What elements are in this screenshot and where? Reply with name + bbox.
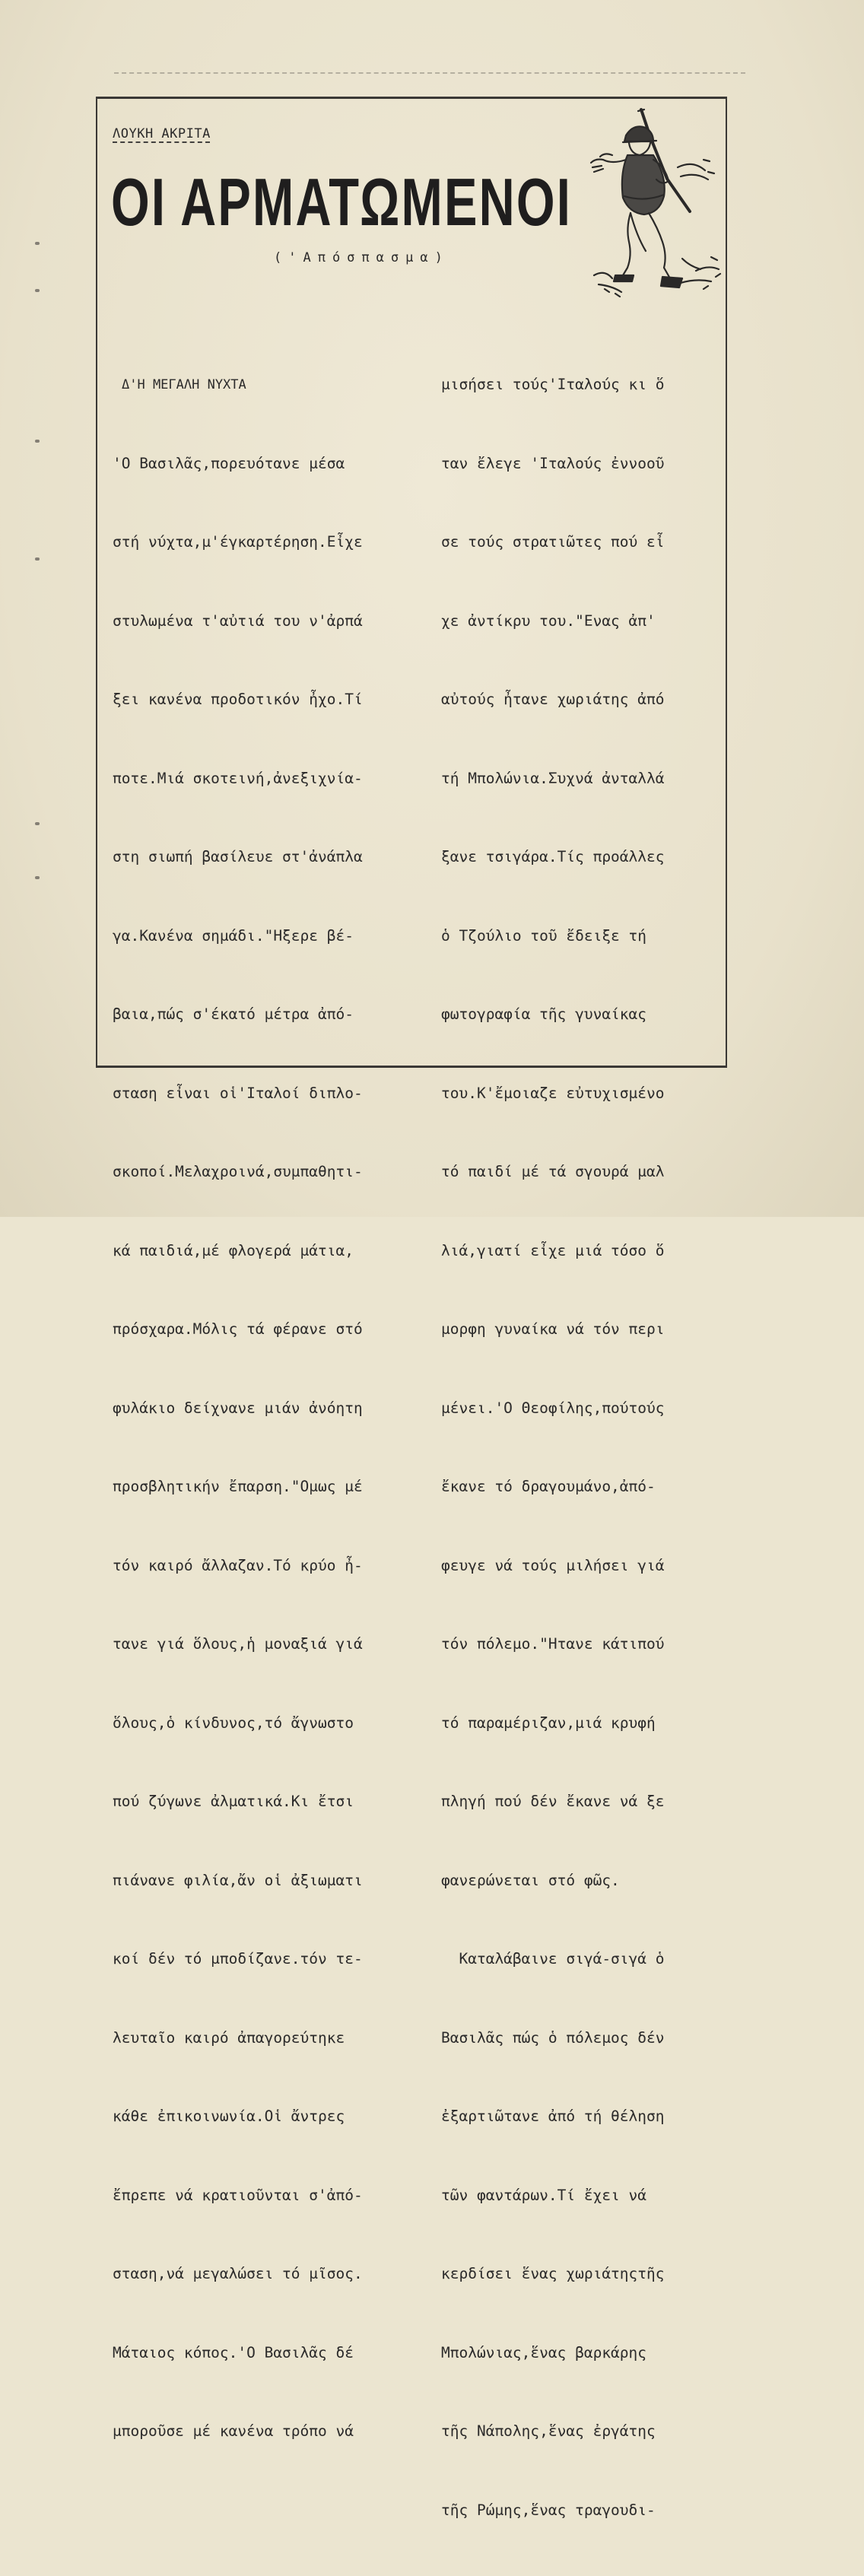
text-line: ὁ Τζούλιο τοῦ ἔδειξε τή bbox=[441, 926, 647, 945]
text-line: Καταλάβαινε σιγά-σιγά ὁ bbox=[441, 1950, 665, 1968]
text-line: Μπολώνιας,ἕνας βαρκάρης bbox=[441, 2343, 647, 2362]
text-line: φυλάκιο δείχνανε μιάν ἀνόητη bbox=[113, 1399, 363, 1417]
text-line: μένει.'Ο Θεοφίλης,πούτούς bbox=[441, 1399, 665, 1417]
text-line: μισήσει τούς'Ιταλούς κι ὅ bbox=[441, 376, 665, 393]
text-line: Βασιλᾶς πώς ὁ πόλεμος δέν bbox=[441, 2028, 665, 2047]
punch-mark bbox=[35, 822, 40, 825]
left-column bbox=[113, 319, 417, 2498]
text-line: τό παιδί μέ τά σγουρά μαλ bbox=[441, 1163, 665, 1180]
punch-mark bbox=[35, 289, 40, 292]
text-line: προσβλητικήν ἔπαρση."Ομως μέ bbox=[113, 1478, 363, 1495]
text-line: σκοποί.Μελαχροινά,συμπαθητι- bbox=[113, 1163, 363, 1180]
article-subtitle: ('Απόσπασμα) bbox=[274, 250, 449, 265]
text-line: ξανε τσιγάρα.Τίς προάλλες bbox=[441, 848, 665, 866]
text-line: στυλωμένα τ'αὐτιά του ν'ἀρπά bbox=[113, 611, 363, 630]
text-line: φωτογραφία τῆς γυναίκας bbox=[441, 1005, 647, 1023]
soldier-with-rifle-icon bbox=[589, 106, 730, 300]
text-line: πού ζύγωνε ἀλματικά.Κι ἔτσι bbox=[113, 1793, 354, 1810]
text-line: του.Κ'ἔμοιαζε εὐτυχισμένο bbox=[441, 1084, 665, 1102]
text-line: φευγε νά τούς μιλήσει γιά bbox=[441, 1556, 665, 1574]
text-line: ταν ἔλεγε 'Ιταλούς ἐννοοῦ bbox=[441, 454, 665, 472]
text-line: βαια,πώς σ'έκατό μέτρα ἀπό- bbox=[113, 1005, 354, 1023]
punch-mark bbox=[35, 440, 40, 443]
text-line: τῆς Νάπολης,ἕνας ἐργάτης bbox=[441, 2422, 656, 2440]
text-line: πρόσχαρα.Μόλις τά φέρανε στό bbox=[113, 1320, 363, 1338]
text-line: ὅλους,ὁ κίνδυνος,τό ἄγνωστο bbox=[113, 1714, 354, 1732]
text-line: κοί δέν τό μποδίζανε.τόν τε- bbox=[113, 1950, 363, 1968]
text-line: ἐξαρτιῶτανε ἀπό τή θέληση bbox=[441, 2107, 665, 2125]
text-line: φανερώνεται στό φῶς. bbox=[441, 1871, 620, 1889]
section-heading: Δ'Η ΜΕΓΑΛΗ ΝΥΧΤΑ bbox=[122, 377, 246, 392]
text-line: τανε γιά ὅλους,ἡ μοναξιά γιά bbox=[113, 1635, 363, 1653]
text-line: σε τούς στρατιῶτες πού εἶ bbox=[441, 533, 665, 551]
text-line: τῆς Ρώμης,ἕνας τραγουδι- bbox=[441, 2501, 656, 2519]
article-title: ΟΙ ΑΡΜΑΤΩΜΕΝΟΙ bbox=[111, 164, 573, 240]
text-line: κερδίσει ἕνας χωριάτηςτῆς bbox=[441, 2265, 665, 2282]
text-line: ποτε.Μιά σκοτεινή,ἀνεξιχνία- bbox=[113, 769, 363, 787]
text-line: πιάνανε φιλία,ἄν οἱ ἀξιωματι bbox=[113, 1871, 363, 1889]
text-line: σταση,νά μεγαλώσει τό μῖσος. bbox=[113, 2265, 363, 2282]
text-line: μποροῦσε μέ κανένα τρόπο νά bbox=[113, 2422, 354, 2440]
text-line: πληγή πού δέν ἔκανε νά ξε bbox=[441, 1793, 665, 1810]
text-line: λιά,γιατί εἶχε μιά τόσο ὅ bbox=[441, 1241, 665, 1259]
text-line: Μάταιος κόπος.'Ο Βασιλᾶς δέ bbox=[113, 2343, 354, 2362]
text-line: σταση εἶναι οἱ'Ιταλοί διπλο- bbox=[113, 1084, 363, 1102]
punch-mark bbox=[35, 557, 40, 561]
text-line: ἔκανε τό δραγουμάνο,ἀπό- bbox=[441, 1478, 656, 1495]
text-line: τό παραμέριζαν,μιά κρυφή bbox=[441, 1714, 656, 1732]
text-line: στή νύχτα,μ'έγκαρτέρηση.Εἶχε bbox=[113, 533, 363, 551]
text-line: χε ἀντίκρυ του."Ενας ἀπ' bbox=[441, 611, 656, 630]
right-column bbox=[441, 319, 745, 2576]
text-line: 'Ο Βασιλᾶς,πορευότανε μέσα bbox=[113, 454, 345, 472]
author-name: ΛΟΥΚΗ ΑΚΡΙΤΑ bbox=[113, 126, 211, 141]
text-line: μορφη γυναίκα νά τόν περι bbox=[441, 1320, 665, 1338]
top-dashed-rule bbox=[114, 72, 745, 74]
text-line: αὐτούς ἦτανε χωριάτης ἀπό bbox=[441, 691, 665, 708]
text-line: τῶν φαντάρων.Τί ἔχει νά bbox=[441, 2186, 647, 2204]
text-line: τόν καιρό ἄλλαζαν.Τό κρύο ἦ- bbox=[113, 1556, 363, 1574]
text-line: τή Μπολώνια.Συχνά ἀνταλλά bbox=[441, 769, 665, 787]
punch-mark bbox=[35, 876, 40, 879]
punch-mark bbox=[35, 242, 40, 245]
text-line: στη σιωπή βασίλευε στ'ἀνάπλα bbox=[113, 848, 363, 866]
text-line: κάθε ἐπικοινωνία.Οἱ ἄντρες bbox=[113, 2107, 345, 2125]
text-line: τόν πόλεμο."Ητανε κάτιπού bbox=[441, 1635, 665, 1653]
text-line: κά παιδιά,μέ φλογερά μάτια, bbox=[113, 1241, 354, 1259]
text-line: ἔπρεπε νά κρατιοῦνται σ'ἀπό- bbox=[113, 2186, 363, 2204]
text-line: ξει κανένα προδοτικόν ἦχο.Τί bbox=[113, 691, 363, 708]
text-line: γα.Κανένα σημάδι."Ηξερε βέ- bbox=[113, 926, 354, 945]
text-line: λευταῖο καιρό ἀπαγορεύτηκε bbox=[113, 2028, 345, 2047]
